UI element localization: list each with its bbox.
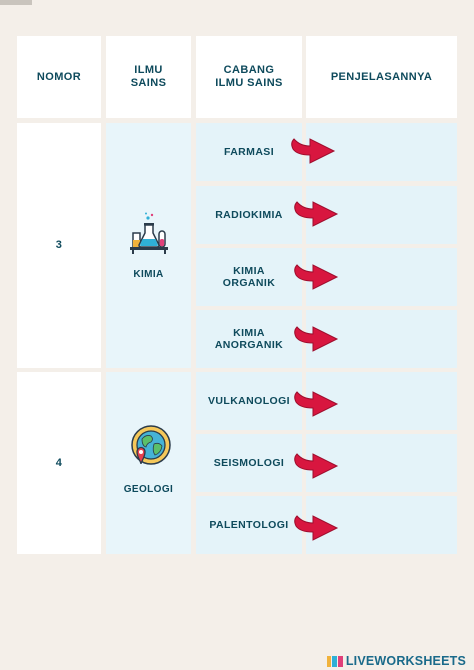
- brand-text: LIVEWORKSHEETS: [345, 654, 466, 668]
- globe-location-icon: [124, 422, 174, 472]
- arrow-right-icon: [291, 261, 341, 295]
- cabang-cell-seismologi: [196, 434, 302, 492]
- nomor-value: 3: [55, 239, 63, 252]
- cabang-cell-kimia-organik: [196, 248, 302, 306]
- cabang-label: PALENTOLOGI: [209, 518, 289, 531]
- liveworksheets-brand: [327, 654, 466, 668]
- nomor-cell-4: [17, 372, 101, 554]
- cabang-cell-palentologi: [196, 496, 302, 554]
- cabang-cell-vulkanologi: [196, 372, 302, 430]
- ilmu-cell-kimia: [106, 123, 191, 368]
- arrow-right-icon: [288, 135, 338, 169]
- ilmu-label: GEOLOGI: [123, 484, 174, 496]
- header-penjelasan: [306, 36, 457, 118]
- arrow-right-icon: [291, 388, 341, 422]
- cabang-cell-farmasi: [196, 123, 302, 181]
- header-nomor: [17, 36, 101, 118]
- arrow-right-icon: [291, 450, 341, 484]
- cabang-label: KIMIA ORGANIK: [222, 264, 276, 289]
- header-cabang-label: CABANG ILMU SAINS: [215, 64, 283, 89]
- nomor-cell-3: [17, 123, 101, 368]
- liveworksheets-logo-icon: [327, 655, 343, 668]
- arrow-right-icon: [291, 198, 341, 232]
- header-penjelasan-label: PENJELASANNYA: [330, 70, 433, 83]
- top-tag: [0, 0, 32, 5]
- header-ilmu-sains-label: ILMU SAINS: [130, 64, 167, 89]
- cabang-label: RADIOKIMIA: [215, 208, 283, 221]
- header-cabang: [196, 36, 302, 118]
- cabang-label: VULKANOLOGI: [208, 394, 290, 407]
- cabang-label: FARMASI: [223, 145, 275, 158]
- flask-icon: [124, 211, 174, 261]
- cabang-cell-radiokimia: [196, 186, 302, 244]
- cabang-label: SEISMOLOGI: [213, 456, 285, 469]
- header-ilmu-sains: [106, 36, 191, 118]
- cabang-cell-kimia-anorganik: [196, 310, 302, 368]
- nomor-value: 4: [55, 456, 63, 469]
- ilmu-label: KIMIA: [133, 268, 164, 280]
- header-nomor-label: NOMOR: [36, 70, 82, 83]
- ilmu-cell-geologi: [106, 372, 191, 554]
- arrow-right-icon: [291, 512, 341, 546]
- cabang-label: KIMIA ANORGANIK: [214, 326, 284, 351]
- arrow-right-icon: [291, 323, 341, 357]
